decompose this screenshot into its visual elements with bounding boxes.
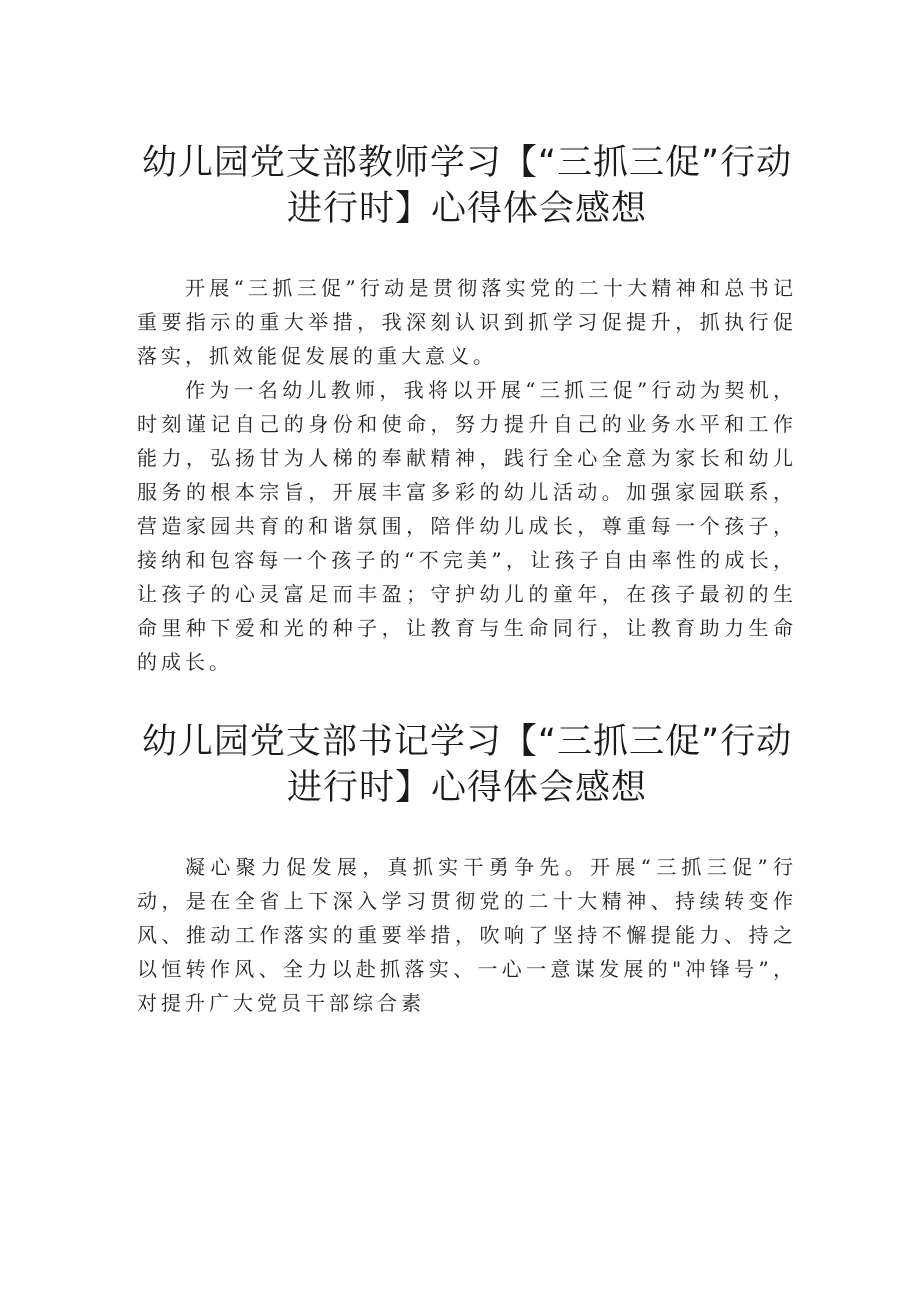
document-body [137, 140, 797, 1020]
paragraph: 作为一名幼儿教师，我将以开展“三抓三促”行动为契机，时刻谨记自己的身份和使命，努力提升自己的业务水平和工作能力，弘扬甘为人梯的奉献精神，践行全心全意为家长和幼儿服务的根本宗旨，开展丰富多彩的幼儿活动。加强家园联系，营造家园共育的和谐氛围，陪伴幼儿成长，尊重每一个孩子，接纳和包容每一个孩子的“不完美”，让孩子自由率性的成长，让孩子的心灵富足而丰盈；守护幼儿的童年，在孩子最初的生命里种下爱和光的种子，让教育与生命同行，让教育助力生命的成长。 [137, 378, 797, 674]
article-body-teacher [137, 271, 797, 679]
article-title-secretary: 幼儿园党支部书记学习【“三抓三促”行动进行时】心得体会感想 [141, 722, 793, 808]
article-title-teacher: 幼儿园党支部教师学习【“三抓三促”行动进行时】心得体会感想 [141, 143, 793, 229]
paragraph: 凝心聚力促发展，真抓实干勇争先。开展“三抓三促”行动，是在全省上下深入学习贯彻党的二十大精神、持续转变作风、推动工作落实的重要举措，吹响了坚持不懈提能力、持之以恒转作风、全力以赴抓落实、一心一意谋发展的"冲锋号”，对提升广大党员干部综合素 [137, 855, 797, 1015]
article-body-secretary [137, 850, 797, 1020]
paragraph: 开展“三抓三促”行动是贯彻落实党的二十大精神和总书记重要指示的重大举措，我深刻认识到抓学习促提升，抓执行促落实，抓效能促发展的重大意义。 [137, 276, 797, 368]
